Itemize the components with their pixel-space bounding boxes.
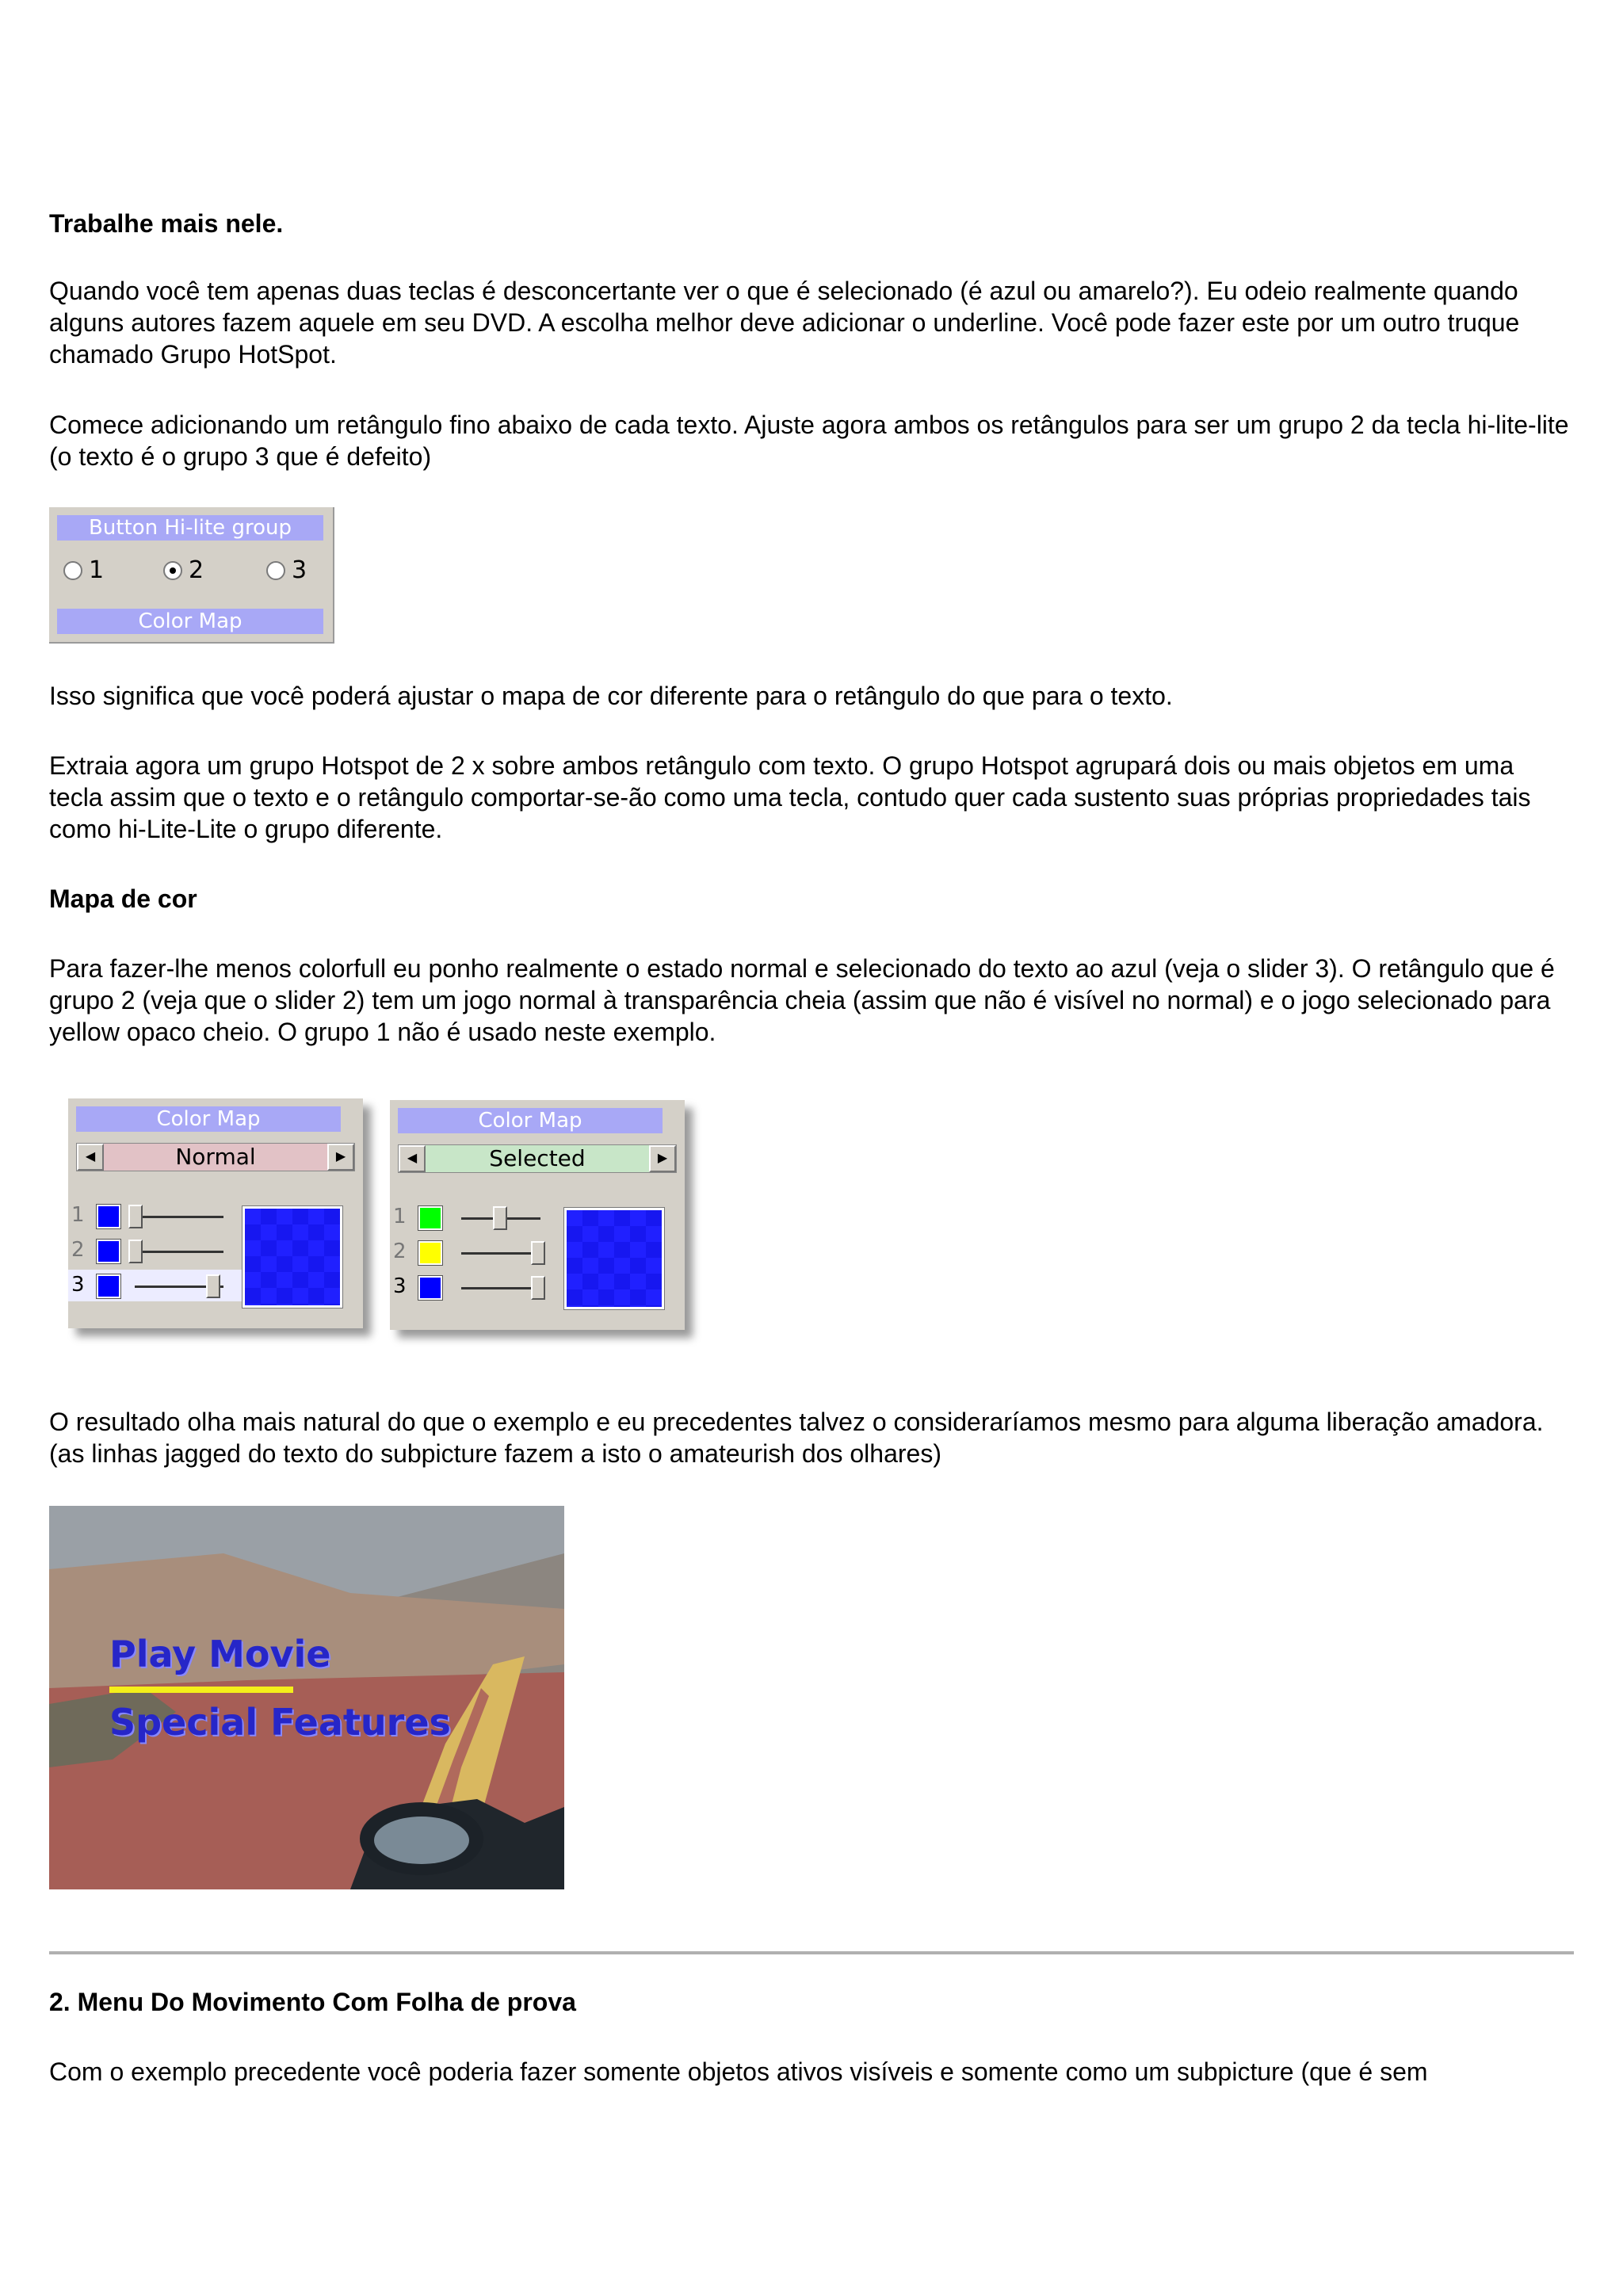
radio-group-1[interactable]: 1 xyxy=(63,556,104,584)
paragraph: O resultado olha mais natural do que o exemplo e eu precedentes talvez o consideraríamos mesmo para alguma liberação amadora. (as linhas jagged do texto do subpicture fazem a isto o amateurish dos olhares) xyxy=(49,1408,1544,1468)
state-value: Normal xyxy=(175,1144,256,1170)
color-swatch[interactable] xyxy=(418,1206,442,1230)
slider-thumb[interactable] xyxy=(206,1274,220,1298)
menu-item-play-movie[interactable]: Play Movie xyxy=(109,1633,331,1675)
heading-trabalhe: Trabalhe mais nele. xyxy=(49,209,284,238)
color-row: 2 xyxy=(68,1235,242,1266)
slider-thumb[interactable] xyxy=(493,1206,507,1230)
arrow-right-icon[interactable]: ▶ xyxy=(327,1144,354,1171)
color-swatch[interactable] xyxy=(97,1205,120,1228)
color-map-title: Color Map xyxy=(398,1108,663,1133)
heading-mapa-de-cor: Mapa de cor xyxy=(49,884,197,913)
color-preview xyxy=(242,1206,342,1308)
arrow-left-icon[interactable]: ◀ xyxy=(77,1144,104,1171)
radio-group-3[interactable]: 3 xyxy=(266,556,307,584)
slider-thumb[interactable] xyxy=(531,1241,545,1265)
paragraph: Comece adicionando um retângulo fino abaixo de cada texto. Ajuste agora ambos os retângulos para ser um grupo 2 da tecla hi-lite-lite (o texto é o grupo 3 que é defeito) xyxy=(49,411,1569,471)
color-swatch[interactable] xyxy=(97,1240,120,1263)
radio-group-2[interactable]: 2 xyxy=(163,556,204,584)
arrow-right-icon[interactable]: ▶ xyxy=(649,1145,676,1172)
state-value: Selected xyxy=(489,1145,586,1171)
arrow-left-icon[interactable]: ◀ xyxy=(399,1145,426,1172)
color-row: 3 xyxy=(68,1270,242,1301)
slider-thumb[interactable] xyxy=(128,1205,143,1228)
radio-circle-icon xyxy=(63,561,82,580)
color-preview xyxy=(564,1208,664,1309)
state-select[interactable] xyxy=(76,1143,355,1171)
hilite-group-panel xyxy=(49,507,334,644)
state-select[interactable] xyxy=(398,1144,677,1173)
dvd-menu-screenshot xyxy=(49,1506,564,1889)
hilite-group-title: Button Hi-lite group xyxy=(57,515,323,541)
hilite-group-radios xyxy=(63,556,325,588)
horizontal-rule xyxy=(49,1951,1574,1954)
color-map-bar: Color Map xyxy=(57,609,323,634)
menu-item-special-features[interactable]: Special Features xyxy=(109,1701,451,1744)
paragraph: Extraia agora um grupo Hotspot de 2 x sobre ambos retângulo com texto. O grupo Hotspot agrupará dois ou mais objetos em uma tecla assim que o texto e o retângulo comportar-se-ão como uma tecla, contudo quer cada sustento suas próprias propriedades tais como hi-Lite-Lite o grupo diferente. xyxy=(49,751,1531,843)
paragraph: Quando você tem apenas duas teclas é desconcertante ver o que é selecionado (é azul ou amarelo?). Eu odeio realmente quando alguns autores fazem aquele em seu DVD. A escolha melhor deve adicionar o underline. Você pode fazer este por um outro truque chamado Grupo HotSpot. xyxy=(49,277,1520,369)
color-row: 3 xyxy=(390,1271,564,1303)
radio-selected-icon xyxy=(163,561,182,580)
color-swatch[interactable] xyxy=(418,1276,442,1300)
paragraph: Para fazer-lhe menos colorfull eu ponho realmente o estado normal e selecionado do texto ao azul (veja o slider 3). O retângulo que é grupo 2 (veja que o slider 2) tem um jogo normal à transparência cheia (assim que não é visível no normal) e o jogo selecionado para yellow opaco cheio. O grupo 1 não é usado neste exemplo. xyxy=(49,954,1555,1046)
color-map-panel-selected xyxy=(390,1100,685,1330)
color-row: 1 xyxy=(390,1201,564,1233)
color-row: 2 xyxy=(390,1236,564,1268)
paragraph: Com o exemplo precedente você poderia fazer somente objetos ativos visíveis e somente como um subpicture (que é sem xyxy=(49,2057,1428,2086)
radio-circle-icon xyxy=(266,561,285,580)
heading-menu-do-movimento: 2. Menu Do Movimento Com Folha de prova xyxy=(49,1988,576,2016)
selection-underline xyxy=(109,1687,293,1693)
road-scene-image xyxy=(49,1506,564,1889)
color-swatch[interactable] xyxy=(97,1274,120,1298)
color-row: 1 xyxy=(68,1200,242,1232)
paragraph: Isso significa que você poderá ajustar o mapa de cor diferente para o retângulo do que para o texto. xyxy=(49,682,1173,710)
color-map-panel-normal xyxy=(68,1098,363,1328)
color-swatch[interactable] xyxy=(418,1241,442,1265)
slider-thumb[interactable] xyxy=(128,1240,143,1263)
color-map-title: Color Map xyxy=(76,1106,341,1132)
slider-thumb[interactable] xyxy=(531,1276,545,1300)
